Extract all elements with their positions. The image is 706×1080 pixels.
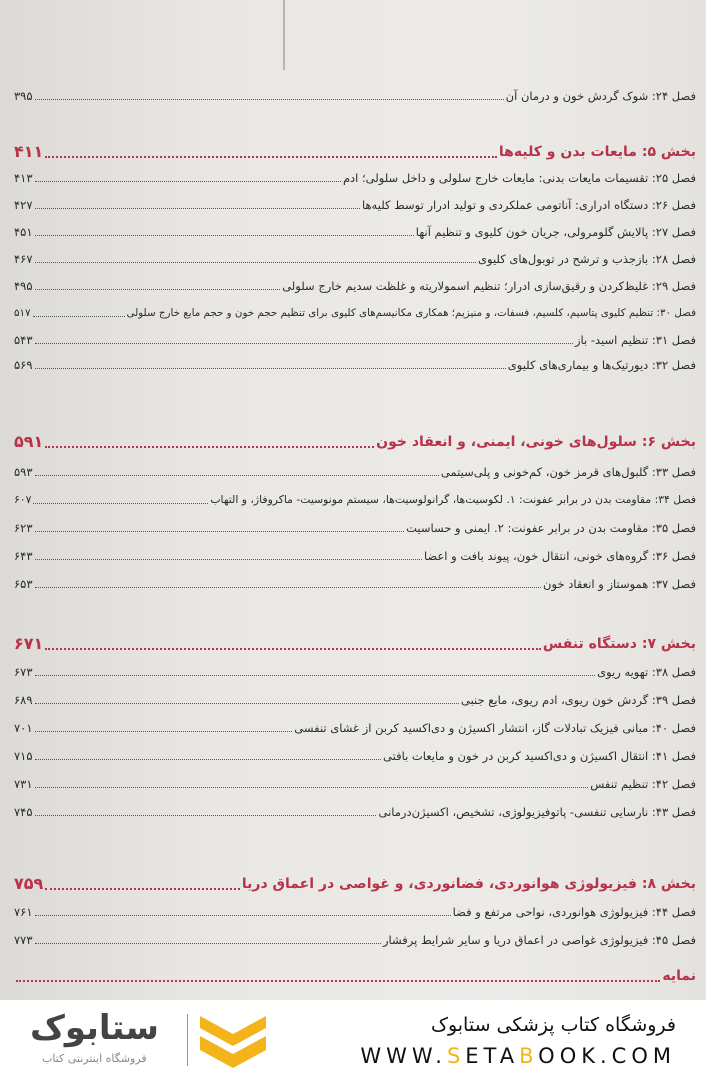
page-number: ۳۹۵ bbox=[14, 89, 33, 103]
chapter-title: فصل ۳۴: مقاومت بدن در برابر عفونت: ۱. لکوسیت‌ها، گرانولوسیت‌ها، سیستم مونوسیت- ماکروفاژ، و التهاب bbox=[210, 493, 696, 506]
dot-leader bbox=[45, 156, 497, 158]
dot-leader bbox=[35, 731, 293, 732]
dot-leader bbox=[35, 559, 422, 560]
dot-leader bbox=[16, 980, 660, 982]
dot-leader bbox=[45, 888, 240, 890]
dot-leader bbox=[35, 475, 439, 476]
page-number: ۵۶۹ bbox=[14, 358, 33, 372]
toc-chapter-24[interactable] bbox=[14, 88, 696, 104]
toc-chapter[interactable] bbox=[14, 332, 696, 348]
chapter-title: فصل ۴۳: نارسایی تنفسی- پاتوفیزیولوژی، تشخیص، اکسیژن‌درمانی bbox=[378, 805, 696, 819]
dot-leader bbox=[33, 503, 208, 504]
page-number: ۴۲۷ bbox=[14, 198, 33, 212]
chapter-title: فصل ۳۸: تهویه ریوی bbox=[597, 665, 696, 679]
chapter-title: فصل ۲۴: شوک گردش خون و درمان آن bbox=[505, 89, 696, 103]
dot-leader bbox=[45, 446, 374, 448]
toc-chapter[interactable] bbox=[14, 464, 696, 480]
store-logo-wordmark: ستابوک bbox=[30, 1008, 159, 1048]
store-logo-tagline: فروشگاه اینترنتی کتاب bbox=[42, 1052, 147, 1065]
chapter-title: فصل ۴۲: تنظیم تنفس bbox=[590, 777, 696, 791]
chapter-title: فصل ۲۹: غلیظ‌کردن و رقیق‌سازی ادرار؛ تنظیم اسمولاریته و غلظت سدیم خارج سلولی bbox=[282, 279, 696, 293]
section-title: بخش ۸: فیزیولوژی هوانوردی، فضانوردی، و غواصی در اعماق دریا bbox=[241, 876, 696, 892]
chapter-title: فصل ۲۷: پالایش گلومرولی، جریان خون کلیوی و تنظیم آنها bbox=[415, 225, 696, 239]
toc-chapter[interactable] bbox=[14, 576, 696, 592]
section-title: بخش ۷: دستگاه تنفس bbox=[542, 636, 696, 652]
chapter-title: فصل ۴۰: مبانی فیزیک تبادلات گاز، انتشار اکسیژن و دی‌اکسید کربن از غشای تنفسی bbox=[294, 721, 696, 735]
toc-chapter[interactable] bbox=[14, 548, 696, 564]
toc-chapter[interactable] bbox=[14, 492, 696, 508]
dot-leader bbox=[35, 531, 405, 532]
chapter-title: فصل ۴۵: فیزیولوژی غواصی در اعماق دریا و سایر شرایط پرفشار bbox=[382, 933, 696, 947]
url-part: WWW. bbox=[360, 1044, 447, 1068]
page-number: ۶۷۱ bbox=[14, 634, 44, 653]
chapter-title: فصل ۳۰: تنظیم کلیوی پتاسیم، کلسیم، فسفات، و منیزیم؛ همکاری مکانیسم‌های کلیوی برای تنظیم حجم خون و حجم مایع خارج سلولی bbox=[126, 307, 696, 319]
page-number: ۶۰۷ bbox=[14, 493, 32, 506]
toc-chapter[interactable] bbox=[14, 804, 696, 820]
page-number: ۴۱۳ bbox=[14, 171, 33, 185]
toc-chapter[interactable] bbox=[14, 170, 696, 186]
dot-leader bbox=[35, 915, 451, 916]
toc-section-8[interactable] bbox=[14, 874, 696, 894]
chapter-title: فصل ۲۶: دستگاه ادراری: آناتومی عملکردی و تولید ادرار توسط کلیه‌ها bbox=[361, 198, 696, 212]
toc-chapter[interactable] bbox=[14, 357, 696, 373]
dot-leader bbox=[35, 587, 542, 588]
chapter-title: فصل ۲۸: بازجذب و ترشح در توبول‌های کلیوی bbox=[478, 252, 696, 266]
store-banner bbox=[0, 1000, 706, 1080]
page-number: ۷۰۱ bbox=[14, 721, 33, 735]
chapter-title: فصل ۳۵: مقاومت بدن در برابر عفونت: ۲. ایمنی و حساسیت bbox=[406, 521, 696, 535]
page-number: ۶۸۹ bbox=[14, 693, 33, 707]
toc-chapter[interactable] bbox=[14, 664, 696, 680]
page-number: ۵۹۳ bbox=[14, 465, 33, 479]
dot-leader bbox=[45, 648, 541, 650]
index-title: نمایه bbox=[662, 968, 696, 984]
dot-leader bbox=[35, 368, 506, 369]
dot-leader bbox=[35, 675, 596, 676]
dot-leader bbox=[35, 262, 476, 263]
chapter-title: فصل ۳۲: دیورتیک‌ها و بیماری‌های کلیوی bbox=[507, 358, 696, 372]
dot-leader bbox=[35, 343, 573, 344]
toc-chapter[interactable] bbox=[14, 720, 696, 736]
toc-section-6[interactable] bbox=[14, 432, 696, 452]
chapter-title: فصل ۴۱: انتقال اکسیژن و دی‌اکسید کربن در خون و مایعات بافتی bbox=[383, 749, 696, 763]
dot-leader bbox=[35, 759, 381, 760]
dot-leader bbox=[35, 181, 341, 182]
toc-chapter[interactable] bbox=[14, 904, 696, 920]
toc-chapter[interactable] bbox=[14, 305, 696, 321]
toc-chapter[interactable] bbox=[14, 197, 696, 213]
dot-leader bbox=[35, 815, 377, 816]
toc-section-7[interactable] bbox=[14, 634, 696, 654]
toc-chapter[interactable] bbox=[14, 692, 696, 708]
page-number: ۵۹۱ bbox=[14, 432, 44, 451]
page-number: ۶۴۳ bbox=[14, 549, 33, 563]
url-part: ETA bbox=[465, 1044, 520, 1068]
dot-leader bbox=[35, 289, 281, 290]
page-number: ۴۵۱ bbox=[14, 225, 33, 239]
page-number: ۵۴۳ bbox=[14, 333, 33, 347]
logo-divider bbox=[187, 1014, 188, 1066]
page-number: ۶۷۳ bbox=[14, 665, 33, 679]
page-number: ۷۳۱ bbox=[14, 777, 33, 791]
page-number: ۴۶۷ bbox=[14, 252, 33, 266]
toc-chapter[interactable] bbox=[14, 748, 696, 764]
url-part-accent: S bbox=[446, 1044, 466, 1068]
dot-leader bbox=[35, 943, 381, 944]
toc-index[interactable] bbox=[14, 966, 696, 986]
toc-chapter[interactable] bbox=[14, 278, 696, 294]
chapter-title: فصل ۳۹: گردش خون ریوی، ادم ریوی، مایع جنبی bbox=[460, 693, 696, 707]
page-number: ۶۵۳ bbox=[14, 577, 33, 591]
dot-leader bbox=[35, 703, 459, 704]
page-number: ۷۵۹ bbox=[14, 874, 44, 893]
section-title: بخش ۵: مایعات بدن و کلیه‌ها bbox=[498, 144, 696, 160]
chapter-title: فصل ۳۳: گلبول‌های قرمز خون، کم‌خونی و پلی‌سیتمی bbox=[440, 465, 696, 479]
page-number: ۵۱۷ bbox=[14, 307, 31, 319]
chapter-title: فصل ۴۴: فیزیولوژی هوانوردی، نواحی مرتفع و فضا bbox=[452, 905, 696, 919]
section-title: بخش ۶: سلول‌های خونی، ایمنی، و انعقاد خون bbox=[376, 434, 696, 450]
page-fold bbox=[283, 0, 285, 70]
url-part: OOK.COM bbox=[538, 1044, 676, 1068]
page-number: ۴۱۱ bbox=[14, 142, 44, 161]
store-url[interactable] bbox=[360, 1044, 676, 1068]
page-number: ۷۷۳ bbox=[14, 933, 33, 947]
toc-chapter[interactable] bbox=[14, 251, 696, 267]
chevron-logo-icon bbox=[198, 1014, 268, 1070]
page-number: ۷۴۵ bbox=[14, 805, 33, 819]
chapter-title: فصل ۲۵: تقسیمات مایعات بدنی: مایعات خارج سلولی و داخل سلولی؛ ادم bbox=[342, 171, 696, 185]
chapter-title: فصل ۳۷: هموستاز و انعقاد خون bbox=[543, 577, 696, 591]
toc-chapter[interactable] bbox=[14, 520, 696, 536]
toc-chapter[interactable] bbox=[14, 776, 696, 792]
url-part-accent: B bbox=[519, 1044, 539, 1068]
page-number: ۴۹۵ bbox=[14, 279, 33, 293]
store-name: فروشگاه کتاب پزشکی ستابوک bbox=[430, 1014, 676, 1036]
dot-leader bbox=[35, 787, 589, 788]
toc-chapter[interactable] bbox=[14, 932, 696, 948]
page-number: ۶۲۳ bbox=[14, 521, 33, 535]
chapter-title: فصل ۳۶: گروه‌های خونی، انتقال خون، پیوند بافت و اعضا bbox=[423, 549, 696, 563]
chapter-title: فصل ۳۱: تنظیم اسید- باز bbox=[574, 333, 696, 347]
dot-leader bbox=[35, 99, 504, 100]
dot-leader bbox=[33, 316, 125, 317]
page-number: ۷۶۱ bbox=[14, 905, 33, 919]
toc-chapter[interactable] bbox=[14, 224, 696, 240]
dot-leader bbox=[35, 235, 414, 236]
toc-section-5[interactable] bbox=[14, 142, 696, 162]
page-number: ۷۱۵ bbox=[14, 749, 33, 763]
dot-leader bbox=[35, 208, 360, 209]
